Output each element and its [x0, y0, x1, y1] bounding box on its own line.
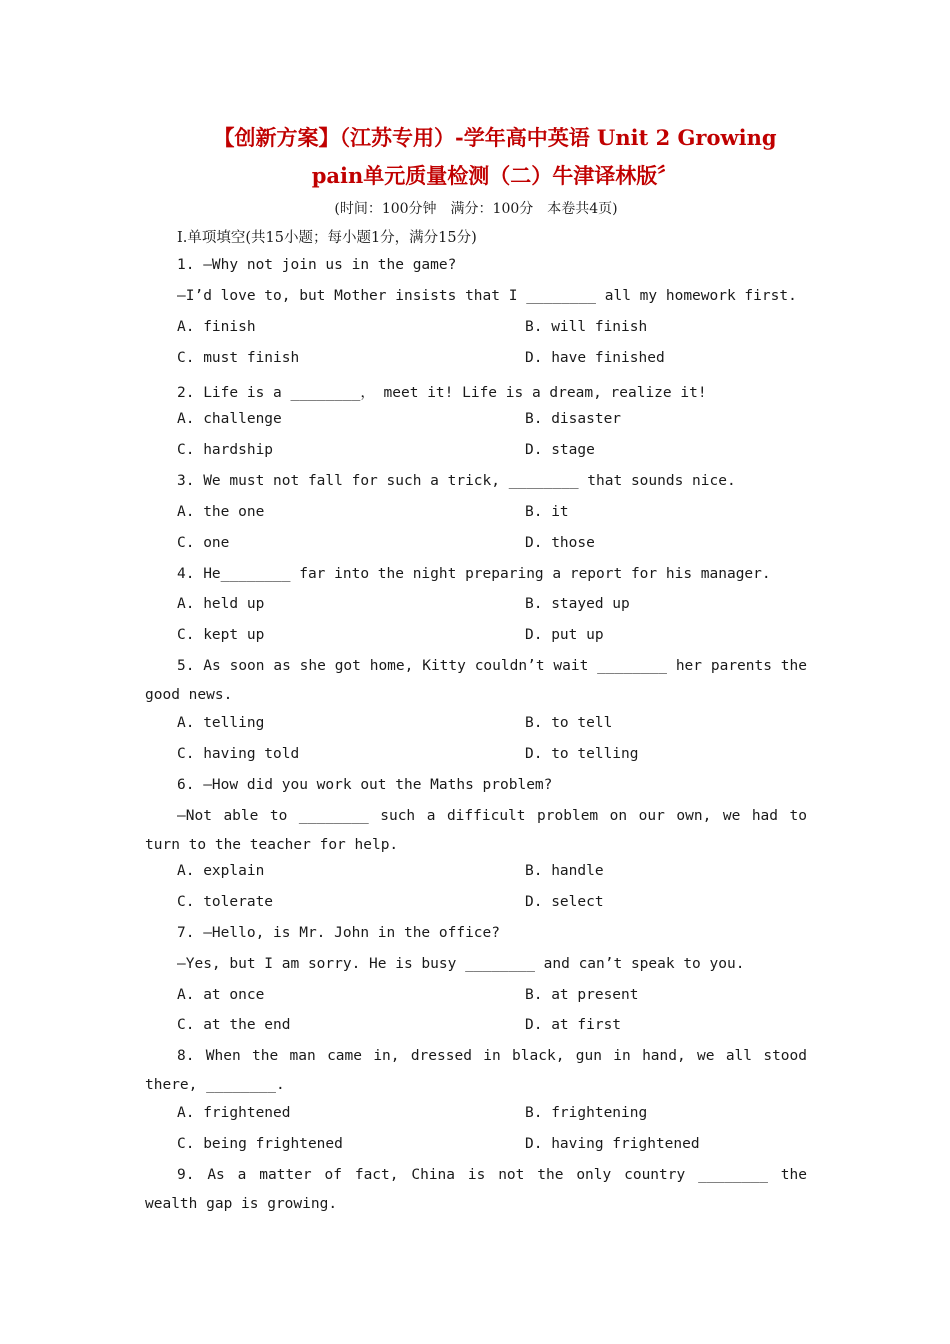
question-4-stem: 4. He________ far into the night preparing a report for his manager. — [177, 566, 771, 582]
question-7-option-d: D. at first — [525, 1017, 622, 1033]
question-3-option-d: D. those — [525, 535, 595, 551]
question-8-option-c: C. being frightened — [177, 1136, 343, 1152]
question-4-option-a: A. held up — [177, 596, 265, 612]
question-6-option-c: C. tolerate — [177, 894, 274, 910]
question-2-option-a: A. challenge — [177, 411, 282, 427]
question-4-option-d: D. put up — [525, 627, 604, 643]
question-6-option-a: A. explain — [177, 863, 265, 879]
question-2-stem: 2. Life is a ________， meet it! Life is a dream, realize it! — [177, 385, 707, 401]
question-2-option-c: C. hardship — [177, 442, 274, 458]
question-1-option-a: A. finish — [177, 319, 256, 335]
question-1-stem: 1. —Why not join us in the game? — [177, 257, 457, 273]
question-1-stem-2: —I’d love to, but Mother insists that I ________ all my homework first. — [177, 288, 797, 304]
question-6-option-b: B. handle — [525, 863, 604, 879]
question-8-option-a: A. frightened — [177, 1105, 291, 1121]
question-2-option-d: D. stage — [525, 442, 595, 458]
question-6-stem-2: —Not able to ________ such a difficult problem on our own, we had to turn to the teacher for help. — [145, 808, 807, 853]
question-8-stem: 8. When the man came in, dressed in black, gun in hand, we all stood there, ________. — [145, 1048, 807, 1093]
question-8-option-d: D. having frightened — [525, 1136, 700, 1152]
question-3-option-a: A. the one — [177, 504, 265, 520]
question-8-option-b: B. frightening — [525, 1105, 648, 1121]
question-3-stem: 3. We must not fall for such a trick, ________ that sounds nice. — [177, 473, 736, 489]
question-9-stem: 9. As a matter of fact, China is not the only country ________ the wealth gap is growing. — [145, 1167, 807, 1212]
section-heading: Ⅰ.单项填空(共15小题；每小题1分，满分15分) — [177, 230, 477, 246]
question-5-option-c: C. having told — [177, 746, 300, 762]
question-1-option-d: D. have finished — [525, 350, 665, 366]
question-4-option-c: C. kept up — [177, 627, 265, 643]
question-6-stem: 6. —How did you work out the Maths problem? — [177, 777, 553, 793]
question-3-option-b: B. it — [525, 504, 569, 520]
question-7-option-c: C. at the end — [177, 1017, 291, 1033]
question-5-option-d: D. to telling — [525, 746, 639, 762]
document-title-line-2: pain单元质量检测（二）牛津译林版〞 — [311, 163, 679, 188]
question-7-option-a: A. at once — [177, 987, 265, 1003]
question-7-stem-2: —Yes, but I am sorry. He is busy ________ and can’t speak to you. — [177, 956, 745, 972]
question-3-option-c: C. one — [177, 535, 230, 551]
question-7-option-b: B. at present — [525, 987, 639, 1003]
question-5-stem: 5. As soon as she got home, Kitty couldn’t wait ________ her parents the good news. — [145, 658, 807, 703]
exam-meta: (时间：100分钟 满分：100分 本卷共4页) — [334, 201, 618, 217]
question-1-option-c: C. must finish — [177, 350, 300, 366]
question-1-option-b: B. will finish — [525, 319, 648, 335]
question-5-option-b: B. to tell — [525, 715, 613, 731]
question-2-option-b: B. disaster — [525, 411, 622, 427]
question-6-option-d: D. select — [525, 894, 604, 910]
question-7-stem: 7. —Hello, is Mr. John in the office? — [177, 925, 501, 941]
question-4-option-b: B. stayed up — [525, 596, 630, 612]
document-title-line-1: 【创新方案】（江苏专用）-学年高中英语 Unit 2 Growing — [213, 125, 777, 150]
question-5-option-a: A. telling — [177, 715, 265, 731]
